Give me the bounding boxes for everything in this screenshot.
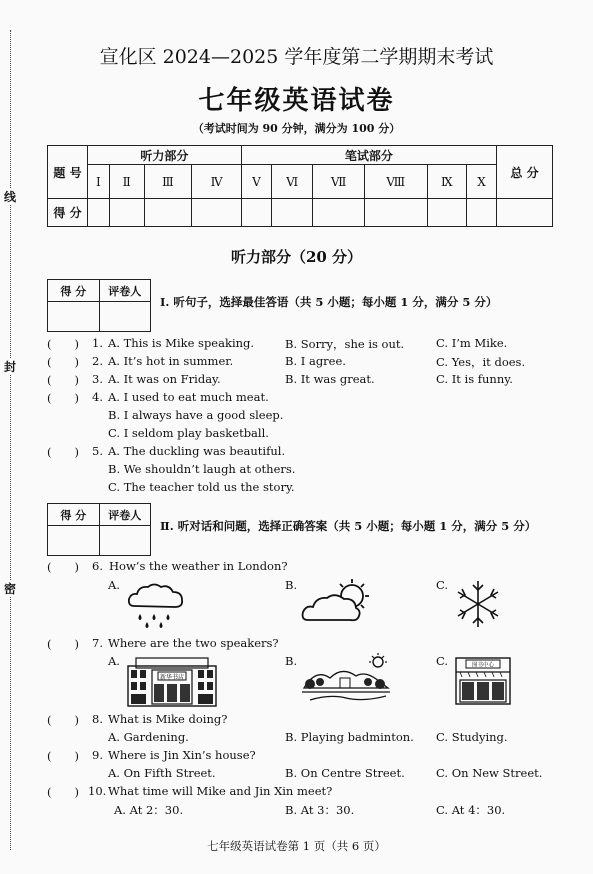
bookstore-building-icon (126, 656, 218, 708)
q10-question: What time will Mike and Jin Xin meet? (108, 784, 333, 798)
part2-title: Ⅱ. 听对话和问题，选择正确答案（共 5 小题；每小题 1 分，满分 5 分） (160, 519, 537, 533)
score-cell[interactable] (427, 199, 466, 227)
grader-score-label: 得 分 (48, 504, 100, 526)
q7-question: Where are the two speakers? (108, 636, 279, 650)
q5-option-b: B. We shouldn’t laugh at others. (108, 462, 296, 476)
snowflake-icon (452, 578, 504, 630)
q3-option-a: A. It was on Friday. (108, 372, 221, 386)
cloudy-sun-icon (300, 576, 380, 626)
numeral-cell: Ⅴ (241, 165, 271, 199)
q10-option-a: A. At 2：30. (114, 803, 184, 817)
q3-option-b: B. It was great. (285, 372, 375, 386)
answer-paren[interactable]: ( ) (47, 445, 79, 459)
q1-option-a: A. This is Mike speaking. (108, 336, 255, 350)
q10-number: 10. (88, 784, 107, 798)
numeral-cell: Ⅲ (144, 165, 192, 199)
score-cell[interactable] (192, 199, 241, 227)
q2-option-c: C. Yes，it does. (436, 355, 526, 369)
answer-paren[interactable]: ( ) (47, 391, 79, 405)
numeral-cell: Ⅱ (109, 165, 144, 199)
q9-option-c: C. On New Street. (436, 766, 543, 780)
answer-paren[interactable]: ( ) (47, 749, 79, 763)
grader-score-cell[interactable] (48, 302, 100, 332)
numeral-cell: Ⅰ (88, 165, 110, 199)
q3-number: 3. (92, 372, 103, 386)
q8-option-c: C. Studying. (436, 730, 508, 744)
q1-number: 1. (92, 336, 103, 350)
numeral-cell: Ⅷ (365, 165, 427, 199)
item-label: 题 号 (48, 146, 88, 199)
q2-option-a: A. It’s hot in summer. (108, 354, 234, 368)
grader-score-cell[interactable] (48, 526, 100, 556)
answer-paren[interactable]: ( ) (47, 337, 79, 351)
answer-paren[interactable]: ( ) (47, 637, 79, 651)
score-cell[interactable] (313, 199, 365, 227)
answer-paren[interactable]: ( ) (47, 355, 79, 369)
q10-option-b: B. At 3：30. (285, 803, 355, 817)
score-cell[interactable] (241, 199, 271, 227)
q8-option-b: B. Playing badminton. (285, 730, 414, 744)
q8-question: What is Mike doing? (108, 712, 228, 726)
q3-option-c: C. It is funny. (436, 372, 513, 386)
q6-option-b-label: B. (285, 578, 298, 592)
q5-option-c: C. The teacher told us the story. (108, 480, 295, 494)
paper-title: 七年级英语试卷 (198, 86, 395, 116)
answer-paren[interactable]: ( ) (47, 560, 79, 574)
total-label: 总 分 (497, 146, 553, 199)
q9-option-b: B. On Centre Street. (285, 766, 405, 780)
grader-name-cell[interactable] (99, 302, 151, 332)
page-footer: 七年级英语试卷第 1 页（共 6 页） (207, 839, 386, 853)
time-note: （考试时间为 90 分钟，满分为 100 分） (192, 122, 401, 135)
numeral-cell: Ⅳ (192, 165, 241, 199)
numeral-cell: Ⅶ (313, 165, 365, 199)
score-cell[interactable] (365, 199, 427, 227)
numeral-cell: Ⅹ (466, 165, 496, 199)
total-cell[interactable] (497, 199, 553, 227)
park-landscape-icon (300, 652, 392, 706)
numeral-cell: Ⅸ (427, 165, 466, 199)
grader-name-label: 评卷人 (99, 280, 151, 302)
q7-number: 7. (92, 636, 103, 650)
answer-paren[interactable]: ( ) (47, 785, 79, 799)
score-cell[interactable] (466, 199, 496, 227)
q4-option-c: C. I seldom play basketball. (108, 426, 269, 440)
bookstore-sign: 新华书店 (159, 674, 185, 681)
q5-option-a: A. The duckling was beautiful. (108, 444, 286, 458)
score-cell[interactable] (109, 199, 144, 227)
q10-option-c: C. At 4：30. (436, 803, 506, 817)
q6-number: 6. (92, 559, 103, 573)
q7-option-c-label: C. (436, 654, 449, 668)
q2-option-b: B. I agree. (285, 354, 346, 368)
q6-option-a-label: A. (108, 578, 120, 592)
q9-number: 9. (92, 748, 103, 762)
binding-char-feng: 封 (3, 360, 16, 374)
writing-label: 笔试部分 (241, 146, 496, 165)
rain-cloud-icon (124, 582, 188, 632)
grader-name-label: 评卷人 (99, 504, 151, 526)
q4-number: 4. (92, 390, 103, 404)
grader-name-cell[interactable] (99, 526, 151, 556)
shop-front-icon (452, 654, 514, 708)
part1-title: Ⅰ. 听句子，选择最佳答语（共 5 小题；每小题 1 分，满分 5 分） (160, 295, 498, 309)
q2-number: 2. (92, 354, 103, 368)
binding-char-xian: 线 (3, 190, 16, 204)
grader-box-1 (47, 279, 151, 332)
numeral-cell: Ⅵ (272, 165, 313, 199)
binding-char-mi: 密 (3, 582, 16, 596)
shop-sign: 图书中心 (471, 662, 495, 669)
answer-paren[interactable]: ( ) (47, 713, 79, 727)
score-cell[interactable] (272, 199, 313, 227)
q7-option-a-label: A. (108, 654, 120, 668)
listening-label: 听力部分 (88, 146, 242, 165)
q1-option-c: C. I’m Mike. (436, 336, 508, 350)
grader-score-label: 得 分 (48, 280, 100, 302)
q7-option-b-label: B. (285, 654, 298, 668)
q4-option-b: B. I always have a good sleep. (108, 408, 284, 422)
score-table (47, 145, 553, 227)
q9-option-a: A. On Fifth Street. (108, 766, 216, 780)
score-cell[interactable] (88, 199, 110, 227)
q5-number: 5. (92, 444, 103, 458)
q6-option-c-label: C. (436, 578, 449, 592)
binding-dotted-line (10, 30, 11, 850)
exam-title: 宣化区 2024—2025 学年度第二学期期末考试 (99, 46, 494, 68)
grader-box-2 (47, 503, 151, 556)
q6-question: How’s the weather in London? (109, 559, 288, 573)
score-cell[interactable] (144, 199, 192, 227)
answer-paren[interactable]: ( ) (47, 373, 79, 387)
score-label: 得 分 (48, 199, 88, 227)
q4-option-a: A. I used to eat much meat. (108, 390, 269, 404)
q8-option-a: A. Gardening. (108, 730, 189, 744)
q1-option-b: B. Sorry，she is out. (285, 337, 405, 351)
section-title: 听力部分（20 分） (230, 248, 363, 266)
q9-question: Where is Jin Xin’s house? (108, 748, 256, 762)
q8-number: 8. (92, 712, 103, 726)
